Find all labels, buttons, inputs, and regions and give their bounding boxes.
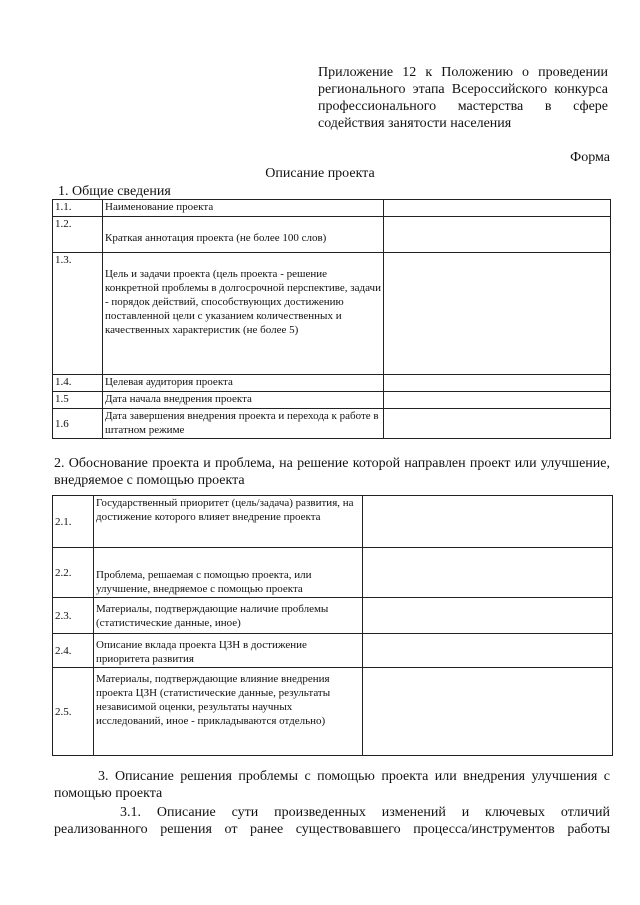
row-label: Дата завершения внедрения проекта и перехода к работе в штатном режиме	[103, 409, 384, 439]
row-label: Материалы, подтверждающие наличие проблемы (статистические данные, иное)	[94, 598, 363, 634]
row-label: Целевая аудитория проекта	[103, 375, 384, 392]
value-cell[interactable]	[384, 392, 611, 409]
table-row	[53, 548, 613, 598]
row-number: 1.6	[53, 409, 103, 439]
table-row	[53, 496, 613, 548]
value-cell[interactable]	[363, 634, 613, 668]
form-label: Форма	[570, 150, 610, 165]
value-cell[interactable]	[384, 217, 611, 253]
row-number: 1.4.	[53, 375, 103, 392]
row-label: Описание вклада проекта ЦЗН в достижение приоритета развития	[94, 634, 363, 668]
value-cell[interactable]	[384, 200, 611, 217]
general-info-table	[52, 199, 611, 439]
section2-heading: 2. Обоснование проекта и проблема, на решение которой направлен проект или улучшение, внедряемое с помощью проекта	[54, 456, 610, 488]
row-number: 1.2.	[53, 217, 103, 253]
value-cell[interactable]	[363, 598, 613, 634]
row-number: 2.1.	[53, 496, 94, 548]
value-cell[interactable]	[384, 375, 611, 392]
row-label: Краткая аннотация проекта (не более 100 слов)	[103, 217, 384, 253]
row-label: Материалы, подтверждающие влияние внедрения проекта ЦЗН (статистические данные, результаты независимой оценки, результаты научных исследований, иное - прикладываются отдельно)	[94, 668, 363, 756]
row-number: 1.1.	[53, 200, 103, 217]
row-label: Проблема, решаемая с помощью проекта, или улучшение, внедряемое с помощью проекта	[94, 548, 363, 598]
value-cell[interactable]	[363, 548, 613, 598]
table-row	[53, 598, 613, 634]
row-number: 1.5	[53, 392, 103, 409]
page-title: Описание проекта	[265, 166, 375, 181]
row-label: Наименование проекта	[103, 200, 384, 217]
row-number: 2.5.	[53, 668, 94, 756]
value-cell[interactable]	[384, 409, 611, 439]
table-row	[53, 668, 613, 756]
section1-heading: 1. Общие сведения	[58, 184, 171, 199]
table-row	[53, 375, 611, 392]
section3-heading: 3. Описание решения проблемы с помощью проекта или внедрения улучшения с помощью проекта	[54, 769, 610, 801]
table-row	[53, 217, 611, 253]
row-number: 1.3.	[53, 253, 103, 375]
row-number: 2.2.	[53, 548, 94, 598]
row-number: 2.4.	[53, 634, 94, 668]
value-cell[interactable]	[363, 496, 613, 548]
table-row	[53, 253, 611, 375]
appendix-note: Приложение 12 к Положению о проведении регионального этапа Всероссийского конкурса профессионального мастерства в сфере содействия занятости населения	[318, 65, 608, 131]
value-cell[interactable]	[384, 253, 611, 375]
table-row	[53, 409, 611, 439]
value-cell[interactable]	[363, 668, 613, 756]
table-row	[53, 634, 613, 668]
row-number: 2.3.	[53, 598, 94, 634]
table-row	[53, 392, 611, 409]
table-row	[53, 200, 611, 217]
row-label: Государственный приоритет (цель/задача) развития, на достижение которого влияет внедрение проекта	[94, 496, 363, 548]
row-label: Цель и задачи проекта (цель проекта - решение конкретной проблемы в долгосрочной перспективе, задачи - порядок действий, способствующих достижению поставленной цели с указанием количественных и качественных характеристик (не более 5)	[103, 253, 384, 375]
row-label: Дата начала внедрения проекта	[103, 392, 384, 409]
justification-table	[52, 495, 613, 756]
section3-1-text: 3.1. Описание сути произведенных изменений и ключевых отличий реализованного решения от ранее существовавшего процесса/инструментов работы	[54, 805, 610, 837]
